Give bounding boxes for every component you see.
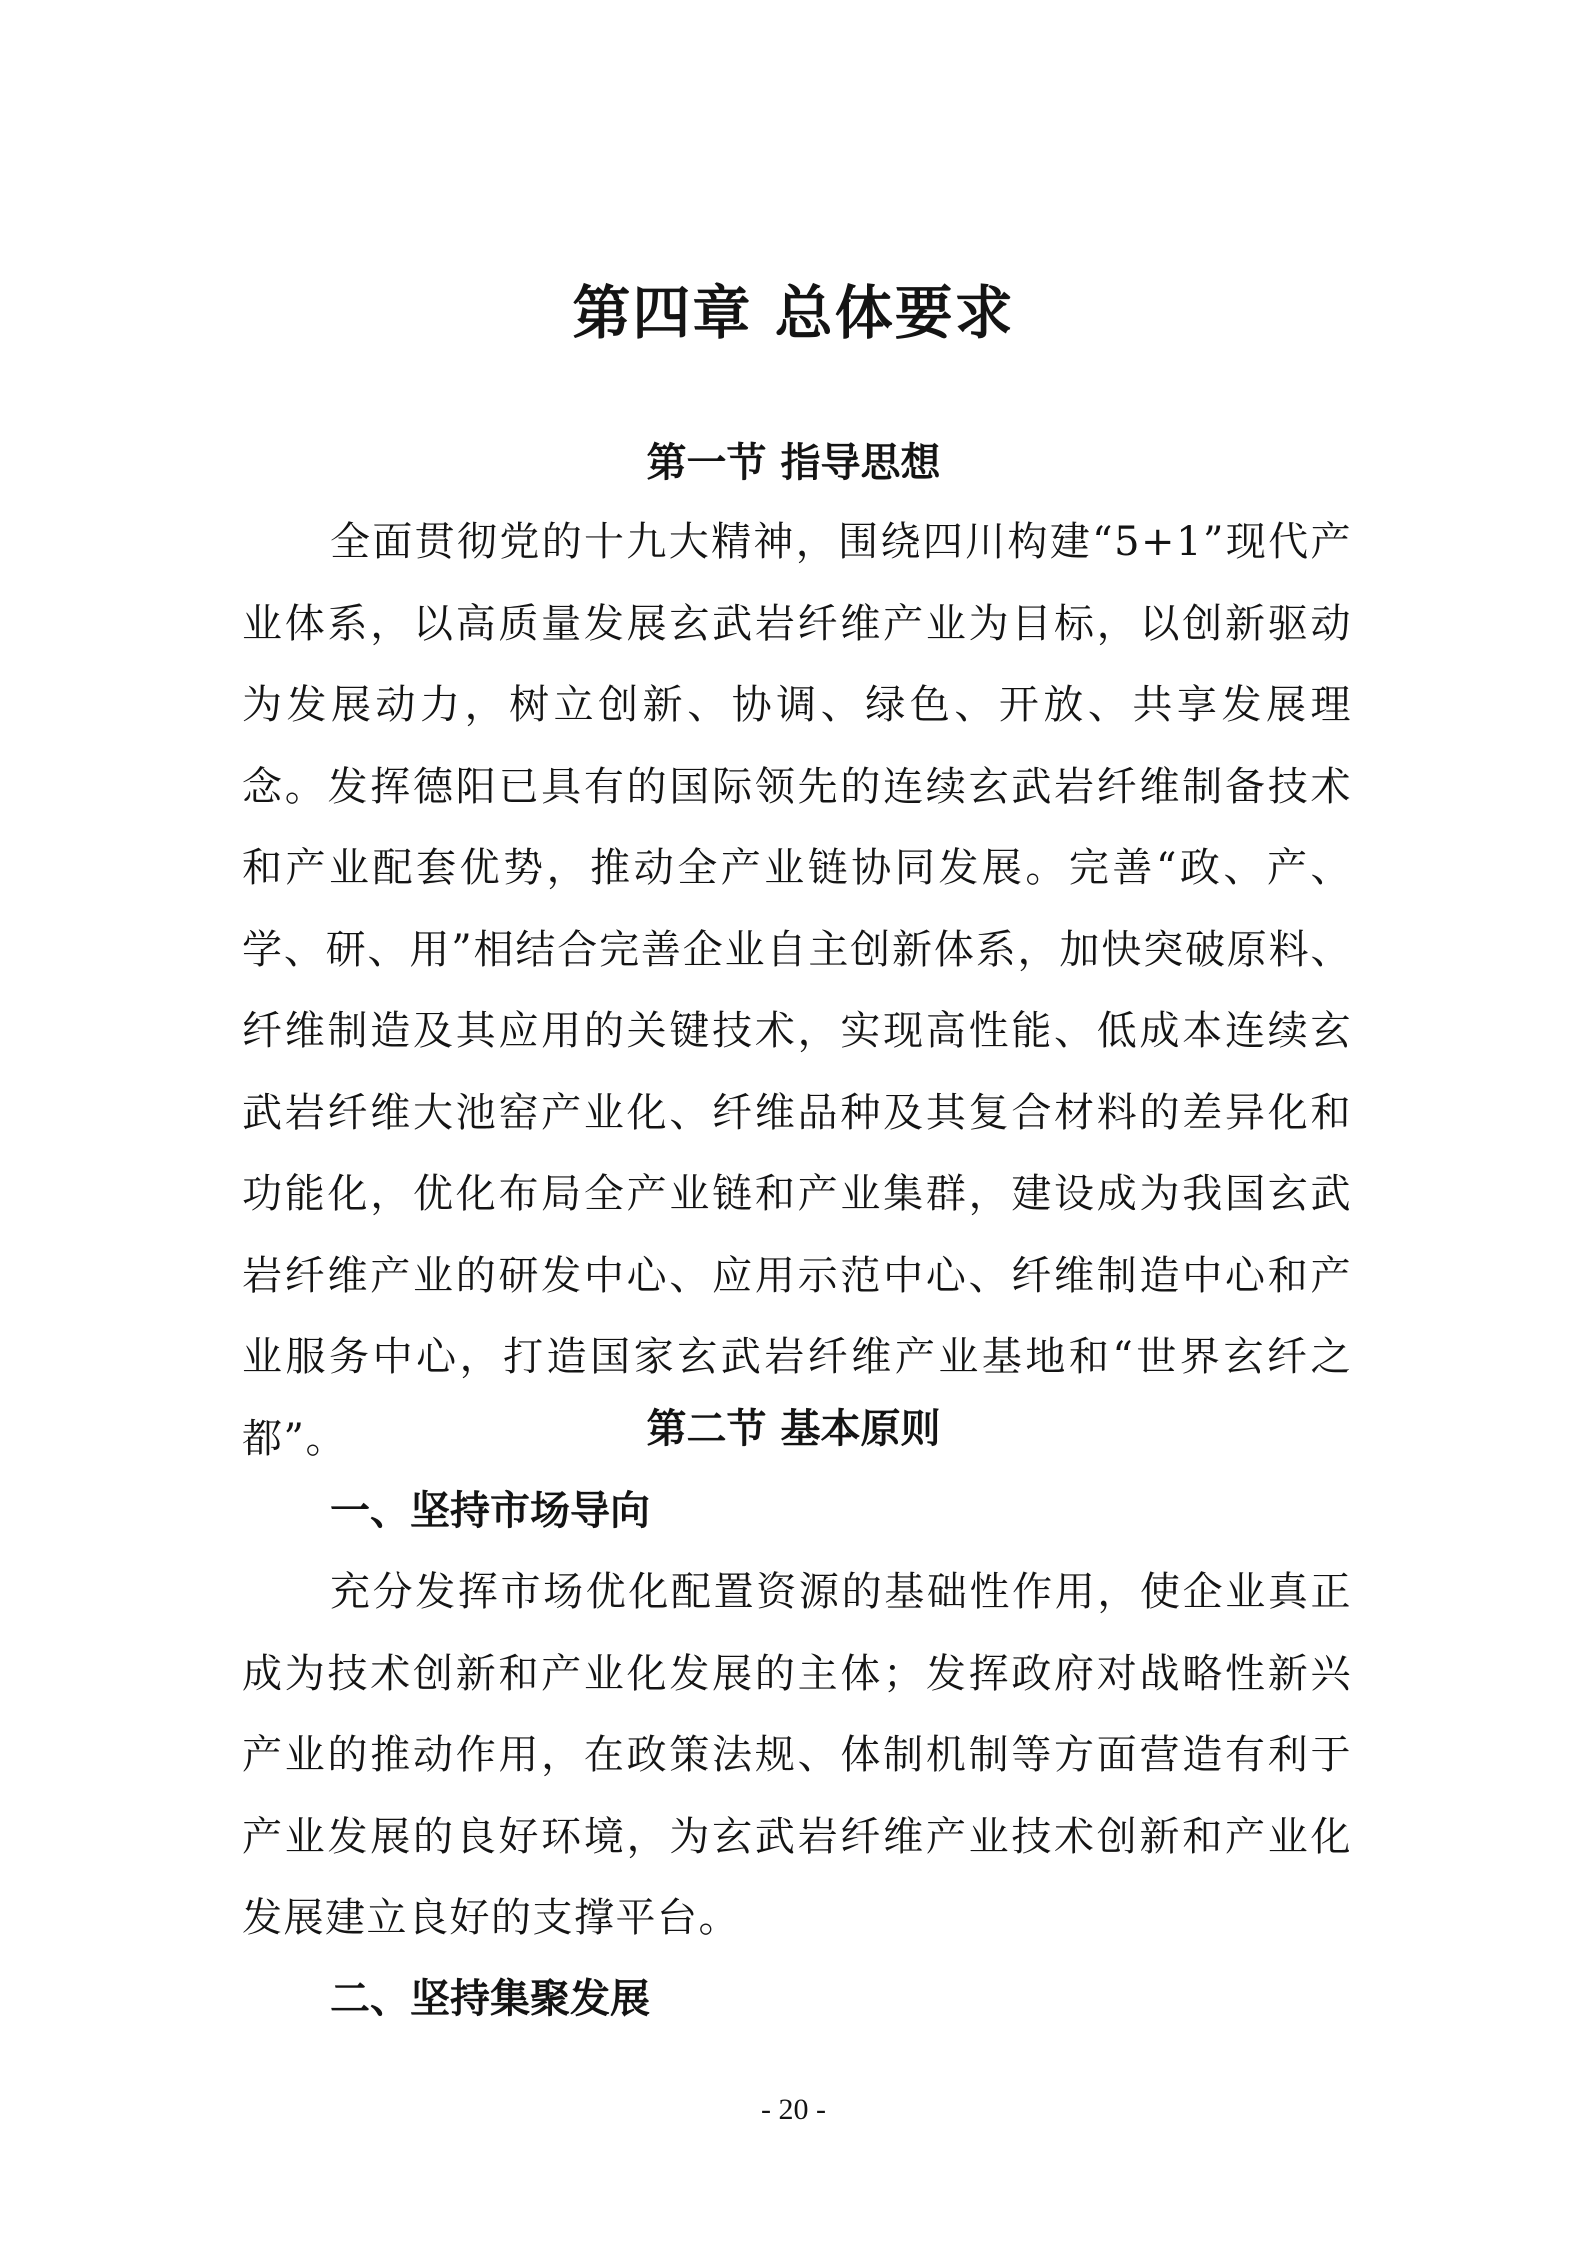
principle-heading-market-orientation: 一、坚持市场导向 bbox=[330, 1488, 650, 1534]
guiding-ideology-paragraph: 全面贯彻党的十九大精神，围绕四川构建“5+1”现代产业体系，以高质量发展玄武岩纤维产业为目标，以创新驱动为发展动力，树立创新、协调、绿色、开放、共享发展理念。发挥德阳已具有的国际领先的连续玄武岩纤维制备技术和产业配套优势，推动全产业链协同发展。完善“政、产、学、研、用”相结合完善企业自主创新体系，加快突破原料、纤维制造及其应用的关键技术，实现高性能、低成本连续玄武岩纤维大池窑产业化、纤维品种及其复合材料的差异化和功能化，优化布局全产业链和产业集群，建设成为我国玄武岩纤维产业的研发中心、应用示范中心、纤维制造中心和产业服务中心，打造国家玄武岩纤维产业基地和“世界玄纤之都”。 bbox=[242, 519, 1352, 1462]
principle-heading-cluster-development: 二、坚持集聚发展 bbox=[330, 1976, 650, 2022]
chapter-title: 第四章 总体要求 bbox=[572, 279, 1015, 347]
market-orientation-paragraph: 充分发挥市场优化配置资源的基础性作用，使企业真正成为技术创新和产业化发展的主体；发挥政府对战略性新兴产业的推动作用，在政策法规、体制机制等方面营造有利于产业发展的良好环境，为玄武岩纤维产业技术创新和产业化发展建立良好的支撑平台。 bbox=[242, 1569, 1352, 1941]
section-title-basic-principles: 第二节 基本原则 bbox=[646, 1406, 941, 1452]
section-title-guiding-ideology: 第一节 指导思想 bbox=[646, 440, 941, 486]
page-number: - 20 - bbox=[761, 2093, 826, 2126]
